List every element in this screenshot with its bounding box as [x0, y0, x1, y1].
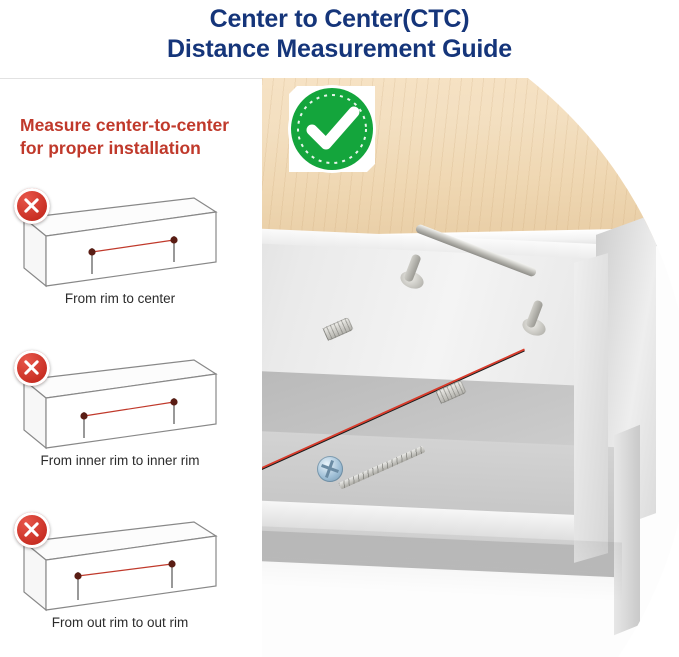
instruction-note: [20, 114, 295, 160]
red-x-icon: [14, 188, 50, 224]
drawer-front-diagram: [22, 196, 218, 288]
wrong-example-1: [4, 196, 219, 306]
drawer-front-diagram: [22, 358, 218, 450]
page-title: [0, 4, 679, 64]
wrong-example-2: [4, 358, 219, 468]
cabinet-corner-strip: [614, 425, 640, 636]
wrong-example-3: [4, 520, 219, 630]
screw-head-icon: [317, 456, 343, 482]
note-line-1: Measure center-to-center: [20, 115, 230, 135]
wrong-example-3-label: From out rim to out rim: [51, 615, 189, 630]
wrong-example-2-label: From inner rim to inner rim: [40, 453, 200, 468]
cabinet-right-post: [574, 253, 608, 563]
wrong-example-1-label: From rim to center: [64, 291, 176, 306]
title-line-1: Center to Center(CTC): [209, 5, 470, 33]
green-check-circle-icon: [283, 80, 381, 178]
red-x-icon: [14, 350, 50, 386]
drawer-front-diagram: [22, 520, 218, 612]
title-line-2: Distance Measurement Guide: [167, 35, 512, 63]
note-line-2: for proper installation: [20, 138, 201, 158]
red-x-icon: [14, 512, 50, 548]
